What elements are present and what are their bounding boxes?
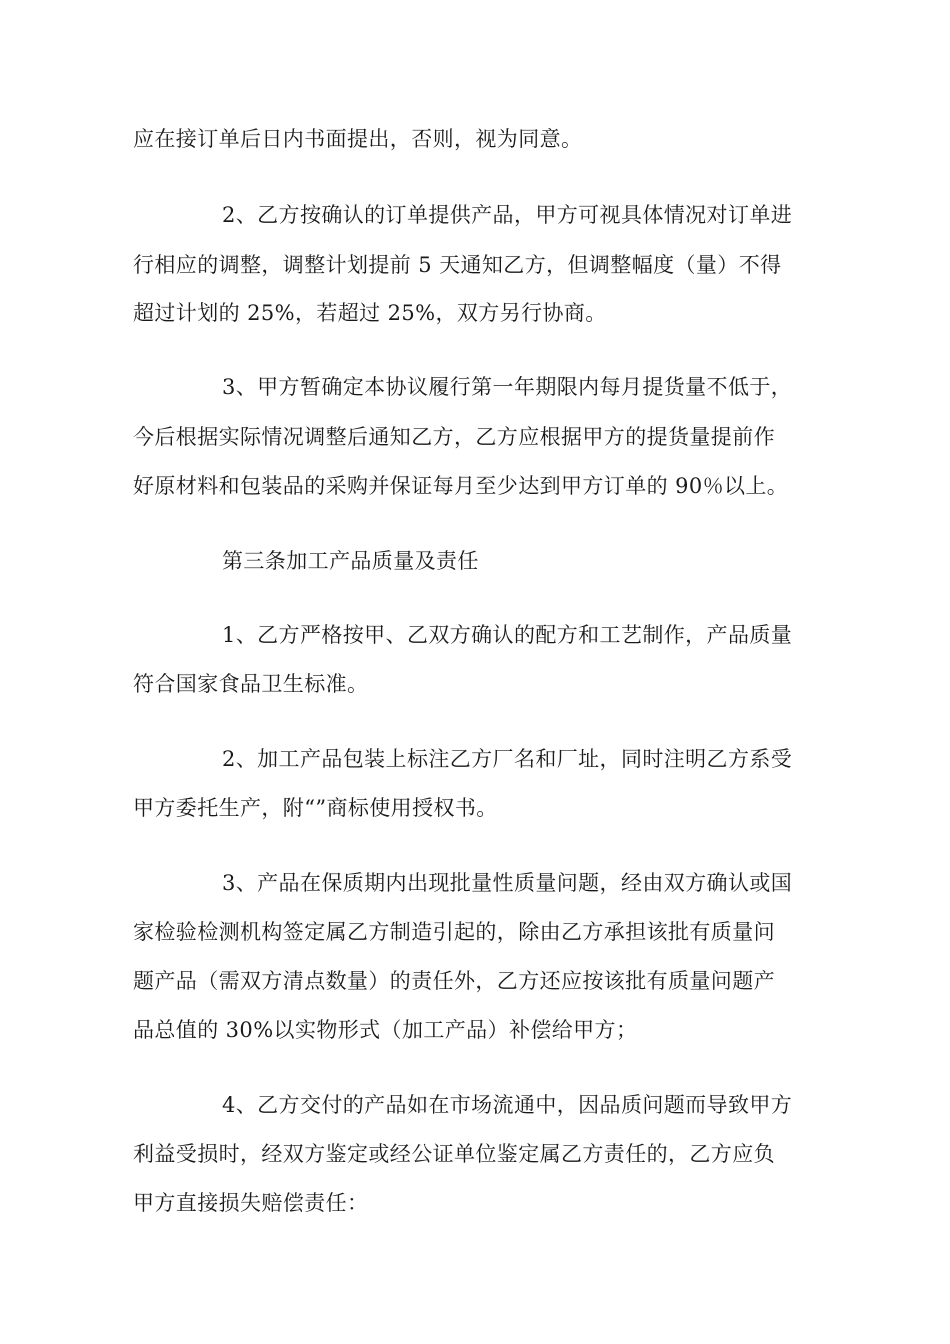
paragraph-line: 2、加工产品包装上标注乙方厂名和厂址，同时注明乙方系受 bbox=[222, 747, 793, 771]
paragraph-line: 好原材料和包装品的采购并保证每月至少达到甲方订单的 90％以上。 bbox=[133, 474, 789, 498]
paragraph-line: 3、产品在保质期内出现批量性质量问题，经由双方确认或国 bbox=[222, 871, 793, 895]
paragraph-line: 题产品（需双方清点数量）的责任外，乙方还应按该批有质量问题产 bbox=[133, 969, 775, 993]
paragraph-line: 品总值的 30%以实物形式（加工产品）补偿给甲方； bbox=[133, 1018, 638, 1042]
paragraph-line: 行相应的调整，调整计划提前 5 天通知乙方，但调整幅度（量）不得 bbox=[133, 253, 782, 277]
paragraph-line: 1、乙方严格按甲、乙双方确认的配方和工艺制作，产品质量 bbox=[222, 623, 793, 647]
paragraph-line: 应在接订单后日内书面提出，否则，视为同意。 bbox=[133, 127, 583, 151]
paragraph-line: 超过计划的 25%，若超过 25%，双方另行协商。 bbox=[133, 301, 607, 325]
paragraph-line: 符合国家食品卫生标准。 bbox=[133, 672, 369, 696]
section-heading: 第三条加工产品质量及责任 bbox=[222, 549, 479, 573]
paragraph-line: 甲方直接损失赔偿责任： bbox=[133, 1191, 369, 1215]
paragraph-line: 利益受损时，经双方鉴定或经公证单位鉴定属乙方责任的，乙方应负 bbox=[133, 1142, 775, 1166]
paragraph-line: 3、甲方暂确定本协议履行第一年期限内每月提货量不低于， bbox=[222, 375, 793, 399]
paragraph-line: 甲方委托生产，附“”商标使用授权书。 bbox=[133, 796, 498, 820]
paragraph-line: 家检验检测机构签定属乙方制造引起的，除由乙方承担该批有质量问 bbox=[133, 920, 775, 944]
paragraph-line: 今后根据实际情况调整后通知乙方，乙方应根据甲方的提货量提前作 bbox=[133, 425, 775, 449]
paragraph-line: 2、乙方按确认的订单提供产品，甲方可视具体情况对订单进 bbox=[222, 203, 793, 227]
paragraph-line: 4、乙方交付的产品如在市场流通中，因品质问题而导致甲方 bbox=[222, 1093, 793, 1117]
